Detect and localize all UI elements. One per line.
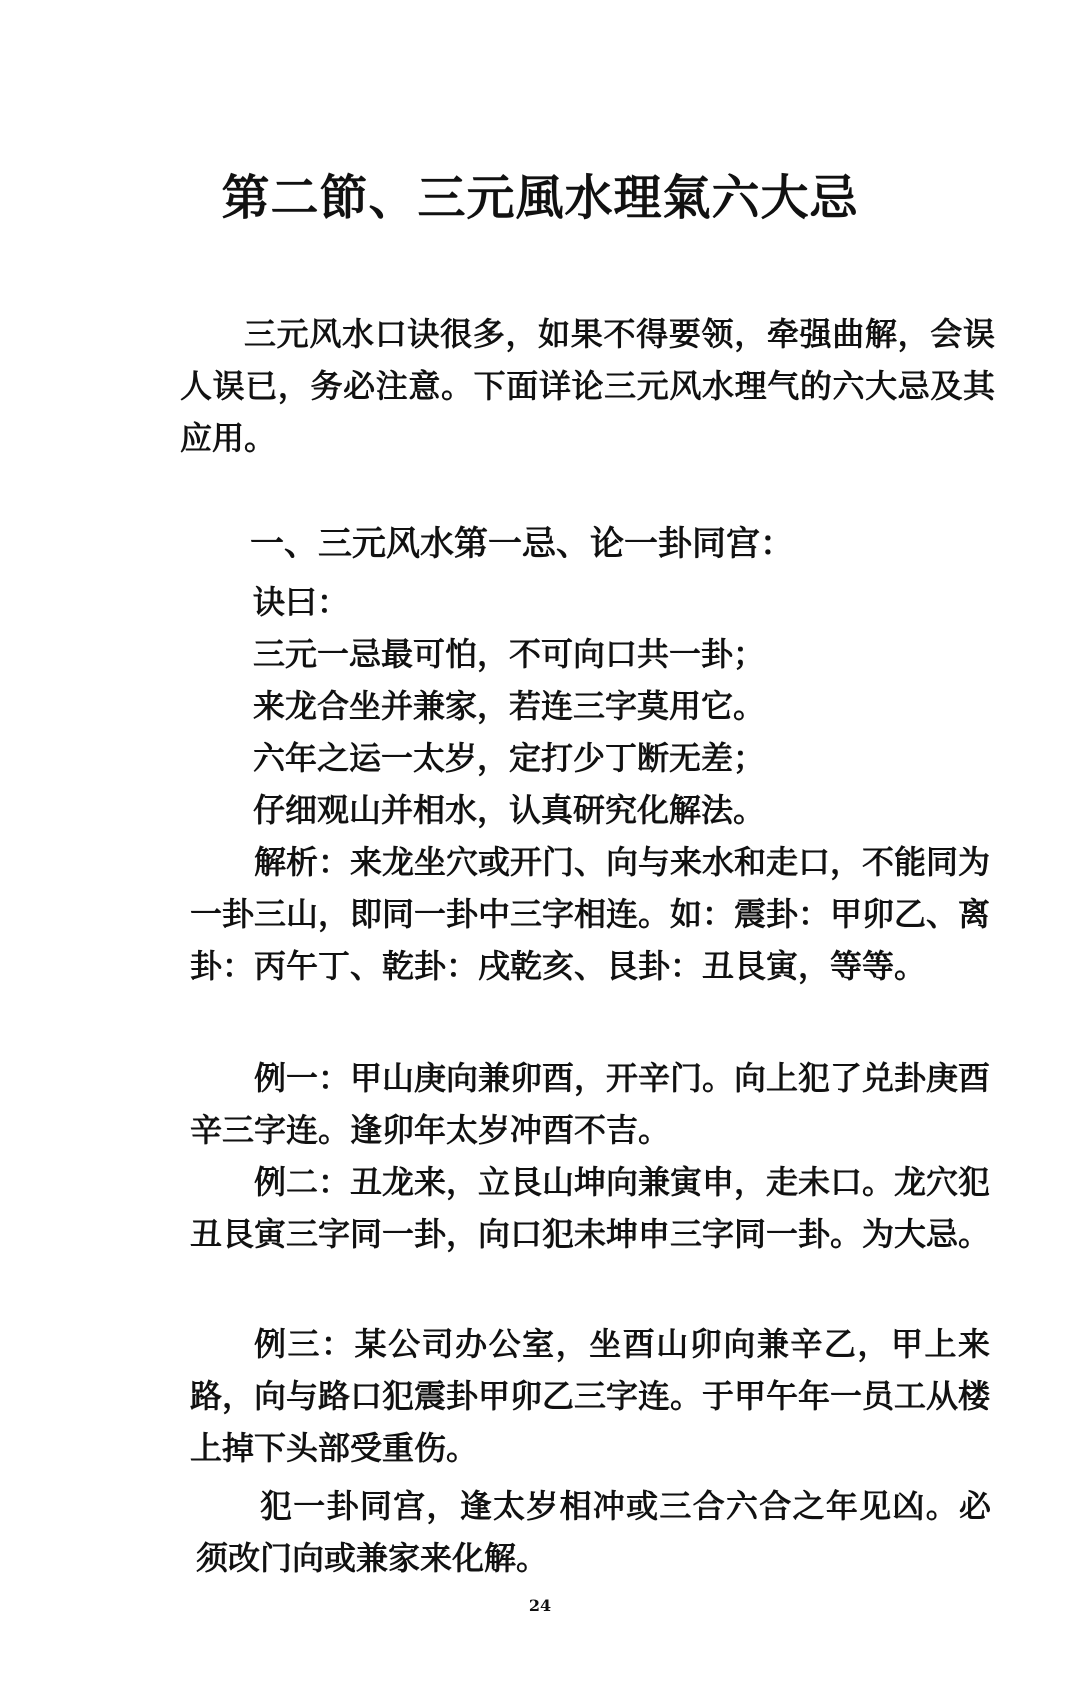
verse-line: 三元一忌最可怕，不可向口共一卦； [253,635,766,673]
intro-paragraph: 三元风水口诀很多，如果不得要领，牵强曲解，会误人误已，务必注意。下面详论三元风水理气的六大忌及其应用。 [180,315,995,457]
page-title: 第二節、三元風水理氣六大忌 [221,170,859,226]
verse-line: 诀曰： [253,583,350,621]
verse-line: 来龙合坐并兼家，若连三字莫用它。 [253,687,766,725]
example-paragraph-3: 例三：某公司办公室，坐酉山卯向兼辛乙，甲上来路，向与路口犯震卦甲卯乙三字连。于甲午年一员工从楼上掉下头部受重伤。 [190,1325,991,1467]
page-number: 24 [528,1596,552,1615]
example-paragraph-2: 例二：丑龙来，立艮山坤向兼寅申，走未口。龙穴犯丑艮寅三字同一卦，向口犯未坤申三字同一卦。为大忌。 [190,1163,991,1253]
conclusion-paragraph: 犯一卦同宫，逢太岁相冲或三合六合之年见凶。必须改门向或兼家来化解。 [196,1487,991,1577]
verse-line: 仔细观山并相水，认真研究化解法。 [253,791,766,829]
verse-line: 六年之运一太岁，定打少丁断无差； [253,739,766,777]
example-paragraph-1: 例一：甲山庚向兼卯酉，开辛门。向上犯了兑卦庚酉辛三字连。逢卯年太岁冲酉不吉。 [190,1059,991,1149]
section-heading: 一、三元风水第一忌、论一卦同宫： [250,524,794,564]
analysis-paragraph: 解析：来龙坐穴或开门、向与来水和走口，不能同为一卦三山，即同一卦中三字相连。如：震卦：甲卯乙、离卦：丙午丁、乾卦：戌乾亥、艮卦：丑艮寅，等等。 [190,843,991,985]
